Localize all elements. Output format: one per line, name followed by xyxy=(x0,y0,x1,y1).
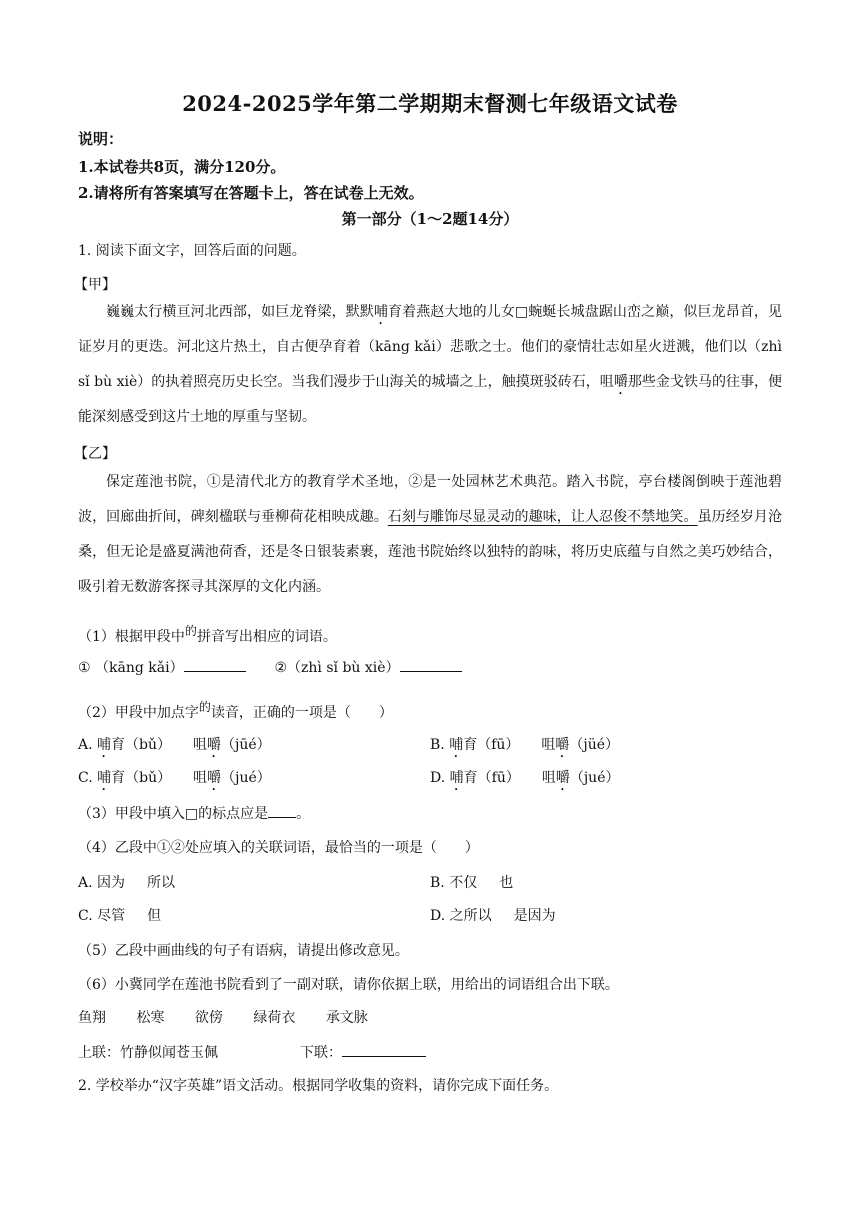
couplet-upper: 上联：竹静似闻苍玉佩 xyxy=(78,1045,218,1061)
word-item: 承文脉 xyxy=(325,1010,368,1026)
sub-question-4: （4）乙段中①②处应填入的关联词语，最恰当的一项是（ ） xyxy=(78,840,479,856)
sub-question-6: （6）小冀同学在莲池书院看到了一副对联，请你依据上联，用给出的词语组合出下联。 xyxy=(78,977,619,993)
instruction-item: 1.本试卷共8页，满分120分。 xyxy=(78,158,286,176)
option-c[interactable]: C. 尽管 但 xyxy=(78,908,162,924)
passage-b-label: 【乙】 xyxy=(74,446,116,462)
passage-a-label: 【甲】 xyxy=(74,277,116,293)
couplet-lower: 下联： xyxy=(300,1042,426,1062)
sub-question-3: （3）甲段中填入□的标点应是 。 xyxy=(78,803,310,823)
sub-question-2: （2）甲段中加点字$^的$读音，正确的一项是（ ） xyxy=(78,700,393,721)
word-item: 鱼翔 xyxy=(78,1010,106,1026)
instruction-item: 2.请将所有答案填写在答题卡上，答在试卷上无效。 xyxy=(78,184,424,202)
option-b[interactable]: B. 不仅 也 xyxy=(430,875,514,891)
answer-blank[interactable] xyxy=(268,803,296,818)
option-c[interactable]: C. 哺育（bǔ） 咀嚼（jué） xyxy=(78,770,271,786)
question-1-stem: 1. 阅读下面文字，回答后面的问题。 xyxy=(78,243,306,259)
sub-question-1-blanks: ① （kāng kǎi） ②（zhì sǐ bù xiè） xyxy=(78,657,462,677)
blank-box: □ xyxy=(514,304,529,320)
passage-b: 保定莲池书院，①是清代北方的教育学术圣地，②是一处园林艺术典范。踏入书院，亭台楼阁倒映于莲池碧波，回廊曲折间，碑刻楹联与垂柳荷花相映成趣。石刻与雕饰尽显灵动的趣味，让人忍俊不禁地笑。虽历经岁月沧桑，但无论是盛夏满池荷香，还是冬日银装素裹，莲池书院始终以独特的韵味，将历史底蕴与自然之美巧妙结合，吸引着无数游客探寻其深厚的文化内涵。 xyxy=(78,474,783,595)
word-item: 欲傍 xyxy=(194,1010,223,1026)
dotted-char: 哺 xyxy=(373,304,389,320)
question-2-stem: 2. 学校举办“汉字英雄”语文活动。根据同学收集的资料，请你完成下面任务。 xyxy=(78,1078,559,1094)
passage-a: 巍巍太行横亘河北西部，如巨龙脊梁，默默哺育着燕赵大地的儿女□蜿蜒长城盘踞山峦之巅，似巨龙昂首，见证岁月的更迭。河北这片热土，自古便孕育着（kāng kǎi）悲歌之士。他们的豪情壮志如星火迸溅，他们以（zhì sǐ bù xiè）的执着照亮历史长空。当我们漫步于山海关的城墙之上，触摸斑驳砖石，咀嚼那些金戈铁马的往事，便能深刻感受到这片土地的厚重与坚韧。 xyxy=(78,304,783,425)
section-title: 第一部分（1～2题14分） xyxy=(341,210,519,228)
answer-blank[interactable] xyxy=(342,1042,426,1057)
underlined-sentence: 石刻与雕饰尽显灵动的趣味，让人忍俊不禁地笑。 xyxy=(387,509,698,525)
sub-question-1: （1）根据甲段中$^的$拼音写出相应的词语。 xyxy=(78,624,337,645)
option-a[interactable]: A. 哺育（bǔ） 咀嚼（jūé） xyxy=(78,737,271,753)
word-bank xyxy=(78,1007,368,1027)
option-b[interactable]: B. 哺育（fū） 咀嚼（jüé） xyxy=(430,737,620,753)
dotted-char: 嚼 xyxy=(613,374,628,390)
option-d[interactable]: D. 哺育（fū） 咀嚼（jué） xyxy=(430,770,620,786)
option-d[interactable]: D. 之所以 是因为 xyxy=(430,908,556,924)
sub-question-5: （5）乙段中画曲线的句子有语病，请提出修改意见。 xyxy=(78,943,409,959)
option-a[interactable]: A. 因为 所以 xyxy=(78,875,176,891)
answer-blank[interactable] xyxy=(184,657,246,672)
word-item: 松寒 xyxy=(136,1010,165,1026)
instructions-label: 说明： xyxy=(78,130,124,148)
exam-title: 2024-2025学年第二学期期末督测七年级语文试卷 xyxy=(182,91,678,116)
word-item: 绿荷衣 xyxy=(253,1010,296,1026)
answer-blank[interactable] xyxy=(400,657,462,672)
